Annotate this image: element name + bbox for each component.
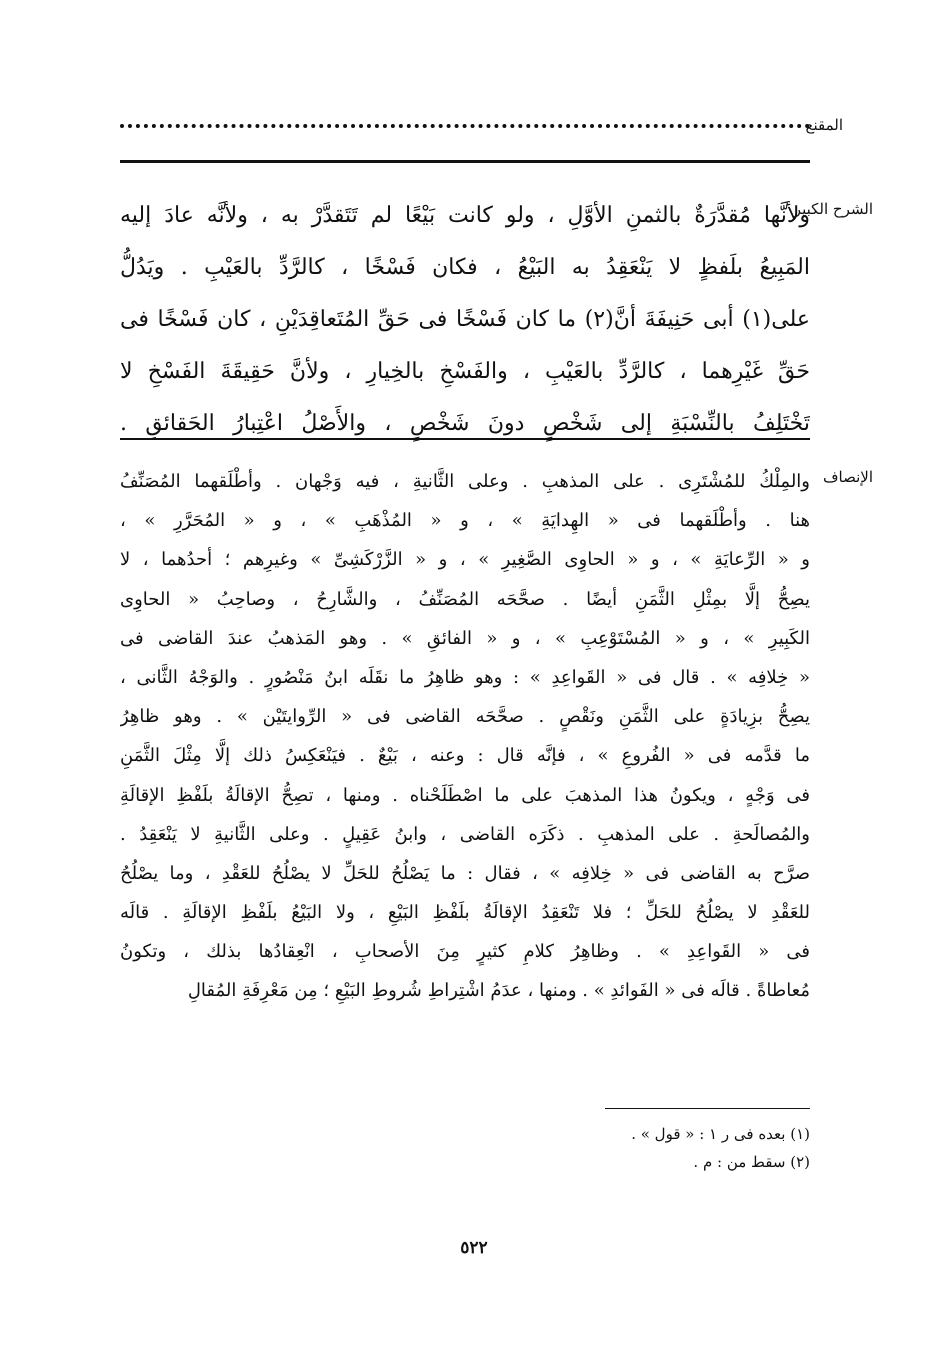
sharh-line: ولأنَّها مُقدَّرَةٌ بالثمنِ الأوَّلِ ، ولو كانت بَيْعًا لم تَتَقدَّرْ به ، ولأنَّه عادَ إليه	[120, 203, 810, 228]
insaf-line: والمُصالَحةِ . على المذهبِ . ذكَرَه القاضى ، وابنُ عَقِيلٍ . وعلى الثَّانيةِ لا يَنْعَقِدُ .	[120, 823, 810, 845]
footnotes	[631, 1120, 810, 1176]
section-divider-rule	[120, 438, 810, 440]
footnote-item: (٢) سقط من : م .	[693, 1153, 810, 1171]
sharh-line: المَبِيعُ بلَفظٍ لا يَنْعَقِدُ به البَيْعُ ، فكان فَسْخًا ، كالرَّدِّ بالعَيْبِ . ويَدُلُّ	[120, 255, 810, 280]
insaf-line: يصِحُّ بزِيادَةٍ على الثَّمَنِ ونَقْصٍ . صحَّحَه القاضى فى « الرِّوايتَيْن » . وهو ظاهِرُ	[120, 706, 810, 728]
footnote-rule	[605, 1108, 810, 1109]
insaf-text-block	[120, 462, 810, 1011]
insaf-line: ما قدَّمه فى « الفُروعِ » ، فإنَّه قال : وعنه ، بَيْعٌ . فيَنْعَكِسُ ذلك إلَّا مِثْلَ الثَّمَنِ	[120, 745, 810, 767]
section-label-sharh: الشرح الكبير	[793, 200, 873, 218]
header-rule	[120, 160, 810, 163]
insaf-line: فى وَجْهٍ ، ويكونُ هذا المذهبَ على ما اصْطَلَحْناه . ومنها ، تصِحُّ الإقالَةُ بلَفْظِ الإقالَةِ	[120, 784, 810, 806]
insaf-line: الكَبِيرِ » ، و « المُسْتَوْعِبِ » ، و « الفائقِ » . وهو المَذهبُ عندَ القاضى فى	[120, 627, 810, 649]
insaf-line: « خِلافِه » . قال فى « القَواعِدِ » : وهو ظاهِرُ ما نقَلَه ابنُ مَنْصُورٍ . والوَجْهُ الثَّانى ،	[120, 666, 810, 688]
footnote-item: (١) بعده فى ر ١ : « قول » .	[631, 1125, 810, 1143]
insaf-line: مُعاطاةً . قالَه فى « الفَوائدِ » . ومنها ، عدَمُ اشْتِراطِ شُروطِ البَيْعِ ؛ مِن مَعْرِفَةِ المُقالِ	[187, 980, 810, 1002]
running-header-title: المقنع	[805, 116, 843, 134]
section-label-insaf: الإنصاف	[822, 468, 873, 486]
page-number: ٥٢٢	[460, 1238, 488, 1258]
sharh-text-block	[120, 190, 810, 450]
insaf-line: للعَقْدِ لا يصْلُحُ للحَلِّ ؛ فلا تَنْعَقِدُ الإقالَةُ بلَفْظِ البَيْعِ ، ولا البَيْعُ بلَفْظِ الإقالَةِ . قالَه	[120, 902, 810, 924]
sharh-line: تَخْتَلِفُ بالنِّسْبَةِ إلى شَخْصٍ دونَ شَخْصٍ ، والأَصْلُ اعْتِبارُ الحَقائقِ .	[120, 411, 810, 436]
insaf-line: يصِحُّ إلَّا بمِثْلِ الثَّمَنِ أيضًا . صحَّحَه المُصَنِّفُ ، والشَّارِحُ ، وصاحِبُ « الحاوِى	[120, 588, 810, 610]
sharh-line: حَقِّ غَيْرِهما ، كالرَّدِّ بالعَيْبِ ، والفَسْخِ بالخِيارِ ، ولأنَّ حَقِيقَةَ الفَسْخِ لا	[120, 359, 810, 384]
header-dotted-leader	[120, 114, 810, 128]
insaf-line: والمِلْكُ للمُشْتَرِى . على المذهبِ . وعلى الثَّانيةِ ، فيه وَجْهان . وأطْلَقهما المُصَنِّفُ	[120, 471, 810, 492]
insaf-line: هنا . وأطْلَقهما فى « الهِدايَةِ » ، و « المُذْهَبِ » ، و « المُحَرَّرِ » ،	[120, 510, 810, 532]
sharh-line: على(١) أبى حَنِيفَةَ أنَّ(٢) ما كان فَسْخًا فى حَقِّ المُتَعاقِدَيْنِ ، كان فَسْخًا فى	[120, 307, 810, 332]
insaf-line: صرَّح به القاضى فى « خِلافِه » ، فقال : ما يَصْلُحُ للحَلِّ لا يصْلُحُ للعَقْدِ ، وما يصْلُحُ	[120, 862, 810, 884]
insaf-line: و « الرِّعايَةِ » ، و « الحاوِى الصَّغِيرِ » ، و « الزَّرْكَشِىِّ » وغيرِهم ؛ أحدُهما ، لا	[120, 549, 810, 571]
insaf-line: فى « القَواعِدِ » . وظاهِرُ كلامِ كثيرٍ مِنَ الأصحابِ ، انْعِقادُها بذلك ، وتكونُ	[120, 941, 810, 963]
